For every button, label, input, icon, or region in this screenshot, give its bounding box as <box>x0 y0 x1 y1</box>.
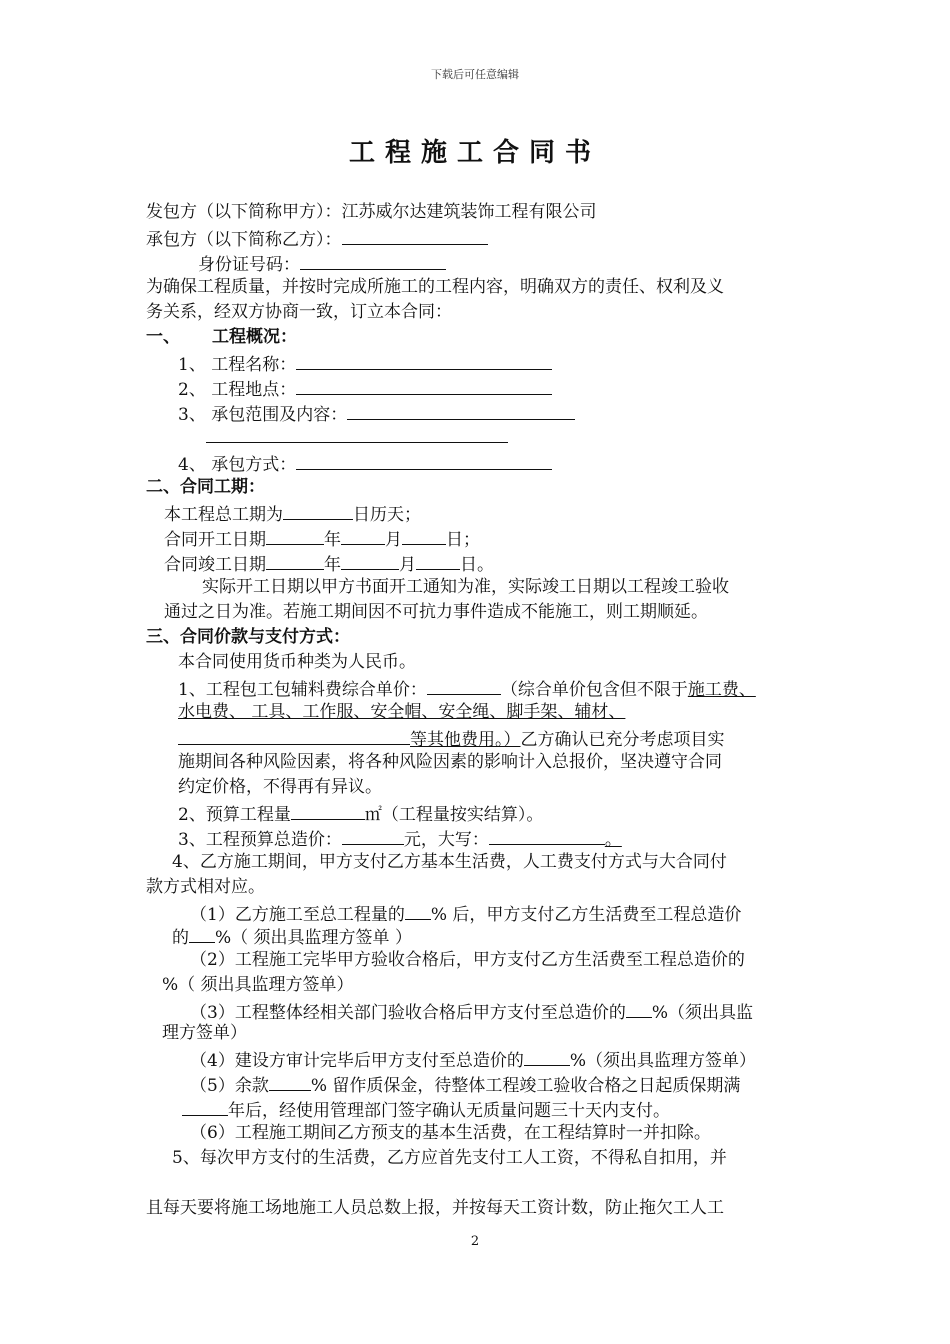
total-cost-line <box>178 826 622 851</box>
start-date-label: 合同开工日期 <box>164 530 266 550</box>
day-label: 日。 <box>460 555 494 575</box>
unit-price-note: （综合单价包含但不限于 <box>500 680 688 700</box>
intro-line-2: 务关系，经双方协商一致，订立本合同： <box>146 302 452 322</box>
risk-line-2: 施期间各种风险因素，将各种风险因素的影响计入总报价，坚决遵守合同 <box>178 752 722 772</box>
payment-4-text: %（须出具监理方签单） <box>569 1051 756 1071</box>
duration-note-line-1: 实际开工日期以甲方书面开工通知为准，实际竣工日期以工程竣工验收 <box>202 577 729 597</box>
currency-line: 本合同使用货币种类为人民币。 <box>178 652 416 672</box>
wage-line-2: 且每天要将施工场地施工人员总数上报，并按每天工资计数，防止拖欠工人工 <box>146 1198 724 1218</box>
payment-1-text: % 后，甲方支付乙方生活费至工程总造价 <box>430 905 742 925</box>
construction-fee-text: 施工费、 <box>687 680 756 700</box>
living-expense-line-1: 4、乙方施工期间，甲方支付乙方基本生活费，人工费支付方式与大合同付 <box>172 852 727 872</box>
document-title: 工程施工合同书 <box>348 138 601 168</box>
payment-4-label: （4）建设方审计完毕后甲方支付至总造价的 <box>190 1051 524 1071</box>
end-date-label: 合同竣工日期 <box>164 555 266 575</box>
payment-1-line <box>190 901 741 926</box>
start-year-blank <box>266 526 324 545</box>
payment-1-label: （1）乙方施工至总工程量的 <box>190 905 405 925</box>
scope-continuation <box>206 424 508 449</box>
duration-note-line-2: 通过之日为准。若施工期间因不可抗力事件造成不能施工，则工期顺延。 <box>164 602 708 622</box>
unit-price-blank <box>427 676 501 695</box>
total-days-blank <box>283 501 353 520</box>
wage-line-1: 5、每次甲方支付的生活费，乙方应首先支付工人工资，不得私自扣用，并 <box>172 1148 727 1168</box>
included-costs-line: 水电费、 工具、工作服、安全帽、安全绳、脚手架、辅材、 <box>178 702 626 722</box>
period-mark: 。 <box>604 830 622 850</box>
header-note: 下载后可任意编辑 <box>431 68 519 81</box>
project-name-blank <box>296 351 552 370</box>
scope-blank <box>347 401 575 420</box>
project-name-label: 1、 工程名称： <box>178 355 297 375</box>
quantity-label: 2、预算工程量 <box>178 805 291 825</box>
project-name-line <box>178 351 552 376</box>
payment-5-percent-blank <box>269 1072 311 1091</box>
end-year-blank <box>266 551 324 570</box>
scope-blank-2 <box>206 424 508 443</box>
project-location-line <box>178 376 552 401</box>
scope-line <box>178 401 575 426</box>
payment-3-line-2: 理方签单） <box>162 1023 247 1043</box>
payment-3-percent-blank <box>626 999 652 1018</box>
id-number-label: 身份证号码： <box>198 255 300 275</box>
payment-1-of-label: 的 <box>172 928 189 948</box>
risk-line-3: 约定价格，不得再有异议。 <box>178 777 382 797</box>
start-date-line <box>164 526 480 551</box>
section-3-heading: 三、合同价款与支付方式： <box>146 627 350 647</box>
month-label: 月 <box>385 530 402 550</box>
contract-mode-line <box>178 451 552 476</box>
unit-price-line <box>178 676 756 701</box>
payment-1-percent-blank <box>405 901 431 920</box>
month-label: 月 <box>399 555 416 575</box>
warranty-years-blank <box>182 1097 228 1116</box>
day-label: 日； <box>446 530 480 550</box>
payment-1-line-2 <box>172 924 412 949</box>
payment-3-label: （3）工程整体经相关部门验收合格后甲方支付至总造价的 <box>190 1003 626 1023</box>
end-month-blank <box>341 551 399 570</box>
calendar-days-label: 日历天； <box>353 505 421 525</box>
year-label: 年 <box>324 555 341 575</box>
payment-5-line-2 <box>182 1097 670 1122</box>
payment-6-line: （6）工程施工期间乙方预支的基本生活费，在工程结算时一并扣除。 <box>190 1123 711 1143</box>
end-day-blank <box>416 551 460 570</box>
payment-3-text: %（须出具监 <box>651 1003 753 1023</box>
end-date-line <box>164 551 494 576</box>
party-b-blank <box>342 226 488 245</box>
quantity-line <box>178 801 543 826</box>
payment-5-text-2: 年后，经使用管理部门签字确认无质量问题三十天内支付。 <box>228 1101 670 1121</box>
payment-2-line-2: %（ 须出具监理方签单） <box>162 975 354 995</box>
payment-5-line <box>190 1072 740 1097</box>
unit-price-label: 1、工程包工包辅料费综合单价： <box>178 680 427 700</box>
id-number-blank <box>300 251 446 270</box>
payment-3-line <box>190 999 753 1024</box>
other-costs-blank <box>178 726 410 745</box>
contract-mode-blank <box>296 451 552 470</box>
party-a-line: 发包方（以下简称甲方）：江苏威尔达建筑装饰工程有限公司 <box>146 202 597 222</box>
scope-label: 3、 承包范围及内容： <box>178 405 348 425</box>
amount-in-words-blank <box>489 826 605 845</box>
other-costs-text: 等其他费用。） <box>410 730 521 750</box>
year-label: 年 <box>324 530 341 550</box>
start-month-blank <box>341 526 385 545</box>
payment-5-label: （5）余款 <box>190 1076 269 1096</box>
section-1-number: 一、 <box>146 327 180 347</box>
payment-2-line: （2）工程施工完毕甲方验收合格后，甲方支付乙方生活费至工程总造价的 <box>190 950 745 970</box>
payment-5-text: % 留作质保金，待整体工程竣工验收合格之日起质保期满 <box>310 1076 741 1096</box>
party-b-label: 承包方（以下简称乙方）： <box>146 230 342 250</box>
section-1-heading: 工程概况： <box>212 327 297 347</box>
page-number: 2 <box>470 1234 480 1249</box>
contract-mode-label: 4、 承包方式： <box>178 455 297 475</box>
start-day-blank <box>402 526 446 545</box>
project-location-label: 2、 工程地点： <box>178 380 297 400</box>
total-cost-blank <box>342 826 404 845</box>
party-b-line <box>146 226 488 251</box>
quantity-blank <box>291 801 365 820</box>
intro-line-1: 为确保工程质量，并按时完成所施工的工程内容，明确双方的责任、权利及义 <box>146 277 724 297</box>
total-duration-line <box>164 501 421 526</box>
id-number-line <box>198 251 446 276</box>
quantity-unit-text: ㎡（工程量按实结算）。 <box>364 805 544 825</box>
total-cost-label: 3、工程预算总造价： <box>178 830 342 850</box>
amount-in-words-label: 元，大写： <box>403 830 489 850</box>
risk-confirm-text: 乙方确认已充分考虑项目实 <box>520 730 725 750</box>
payment-4-line <box>190 1047 756 1072</box>
living-expense-line-2: 款方式相对应。 <box>146 877 265 897</box>
payment-1-total-percent-blank <box>189 924 215 943</box>
payment-4-percent-blank <box>524 1047 570 1066</box>
project-location-blank <box>296 376 552 395</box>
other-costs-line <box>178 726 725 751</box>
total-duration-label: 本工程总工期为 <box>164 505 283 525</box>
payment-1-sign-note: %（ 须出具监理方签单 ） <box>215 928 412 948</box>
section-2-heading: 二、合同工期： <box>146 477 265 497</box>
